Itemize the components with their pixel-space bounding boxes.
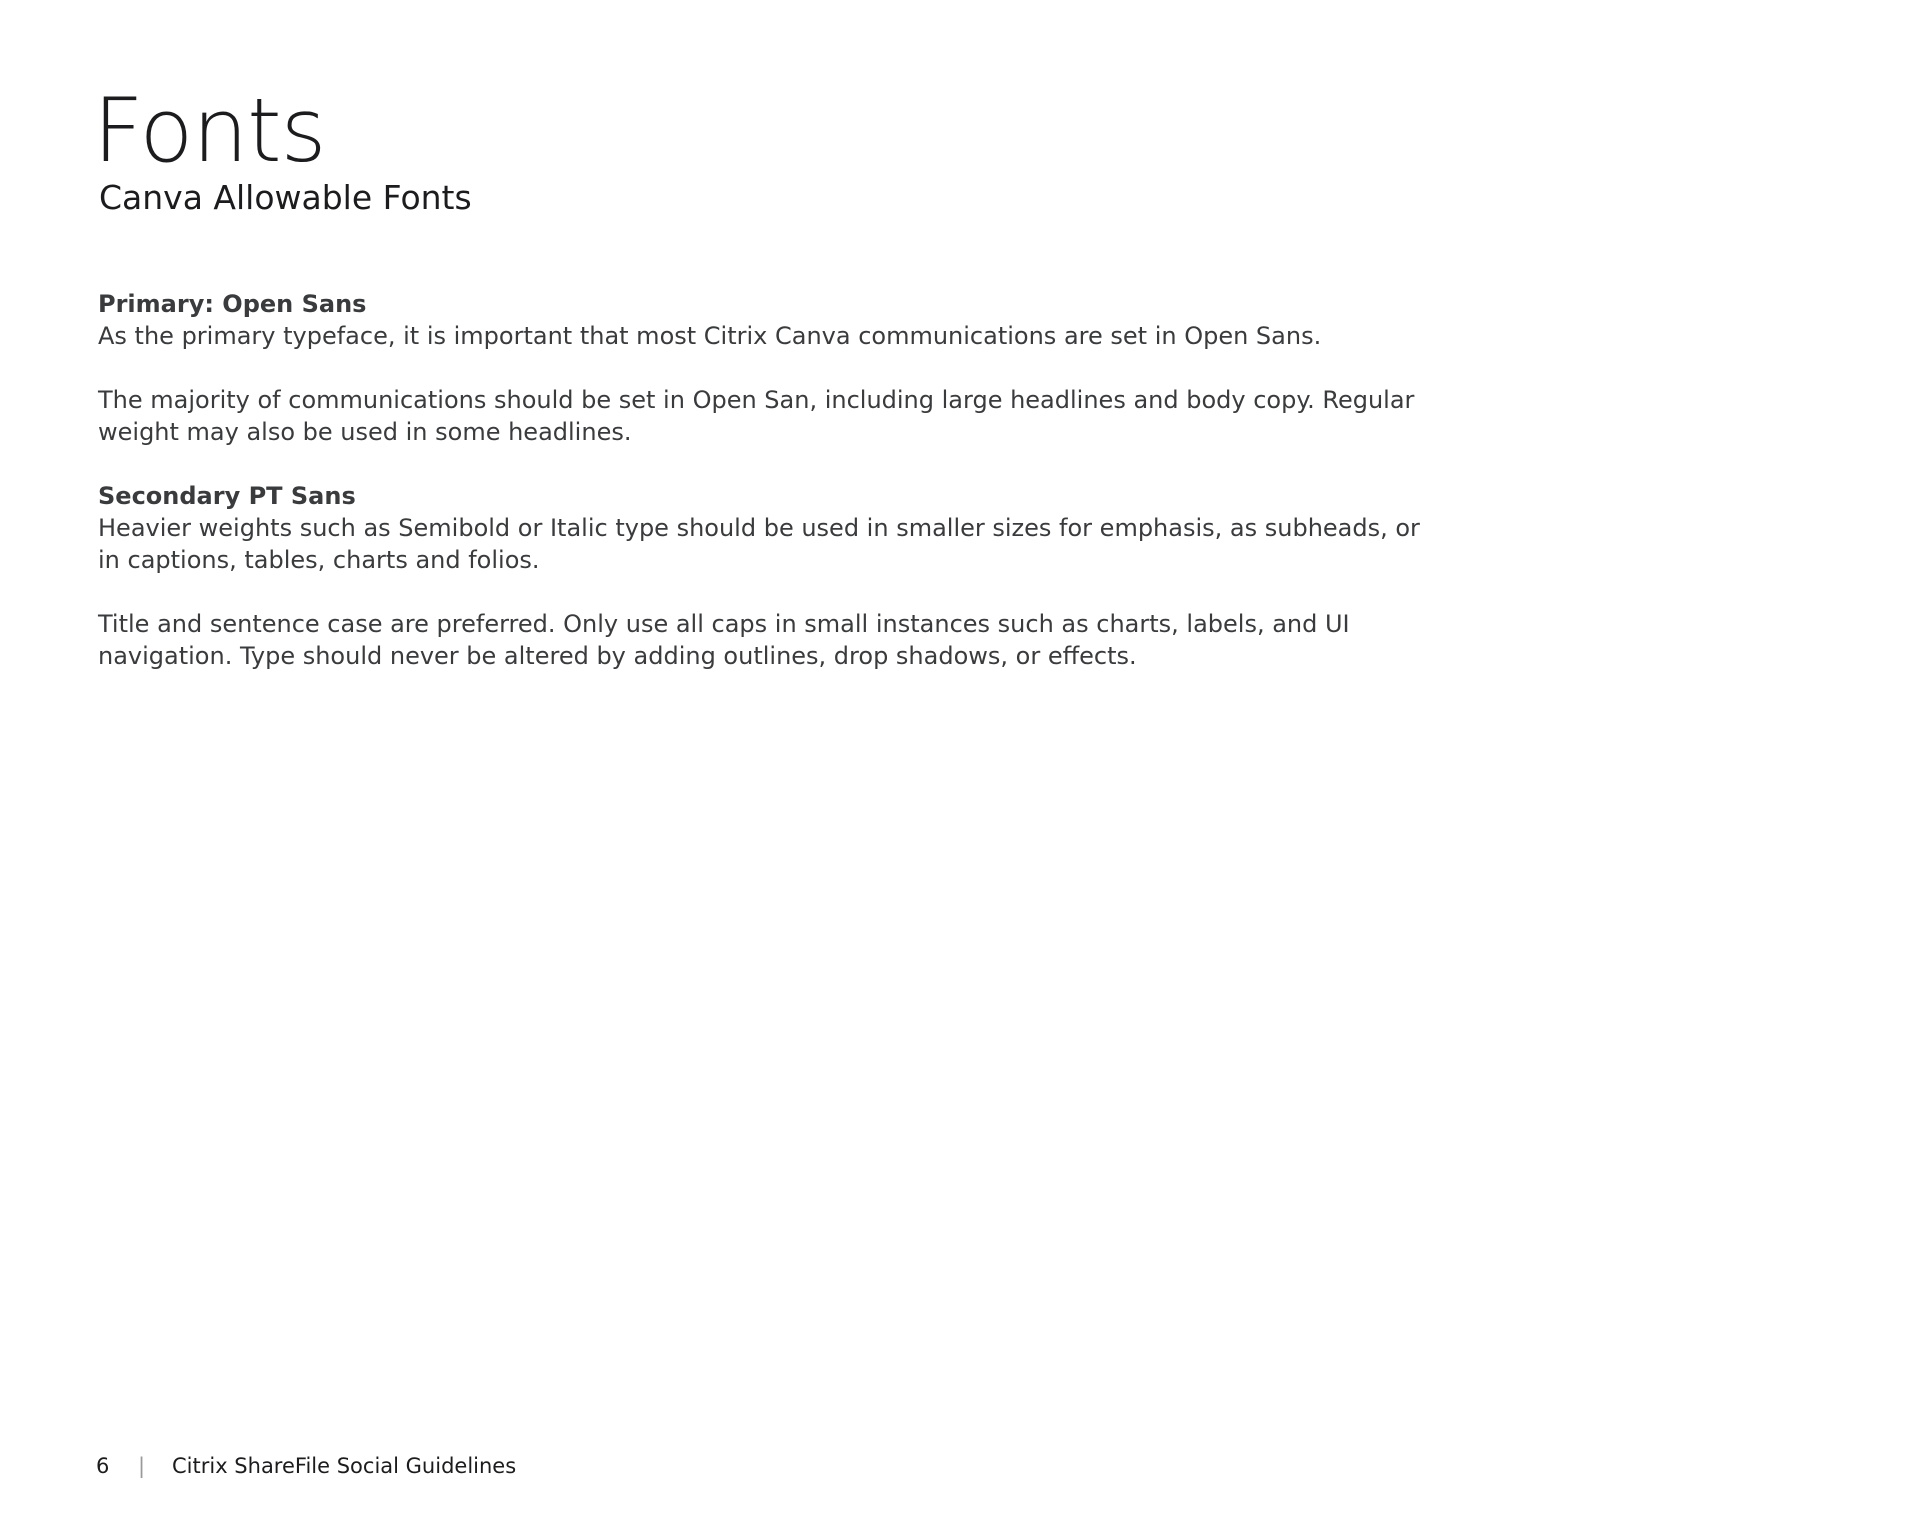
section-primary-font [98, 288, 1438, 448]
section-secondary-font [98, 480, 1438, 672]
paragraph: The majority of communications should be set in Open San, including large headlines and body copy. Regular weight may also be used in some headlines. [98, 386, 1415, 446]
paragraph: Heavier weights such as Semibold or Italic type should be used in smaller sizes for emphasis, as subheads, or in captions, tables, charts and folios. [98, 514, 1420, 574]
section-heading: Secondary PT Sans [98, 482, 356, 510]
body-content [98, 288, 1438, 704]
page-number: 6 [96, 1454, 110, 1478]
document-title: Citrix ShareFile Social Guidelines [172, 1454, 517, 1478]
section-heading: Primary: Open Sans [98, 290, 367, 318]
paragraph: Title and sentence case are preferred. Only use all caps in small instances such as charts, labels, and UI navigation. Type should never be altered by adding outlines, drop shadows, or effects. [98, 610, 1350, 670]
page-subtitle: Canva Allowable Fonts [99, 178, 472, 217]
paragraph: As the primary typeface, it is important that most Citrix Canva communications are set in Open Sans. [98, 322, 1322, 350]
footer-divider: | [138, 1454, 146, 1478]
page-footer [96, 1454, 516, 1479]
page-title: Fonts [93, 79, 326, 182]
